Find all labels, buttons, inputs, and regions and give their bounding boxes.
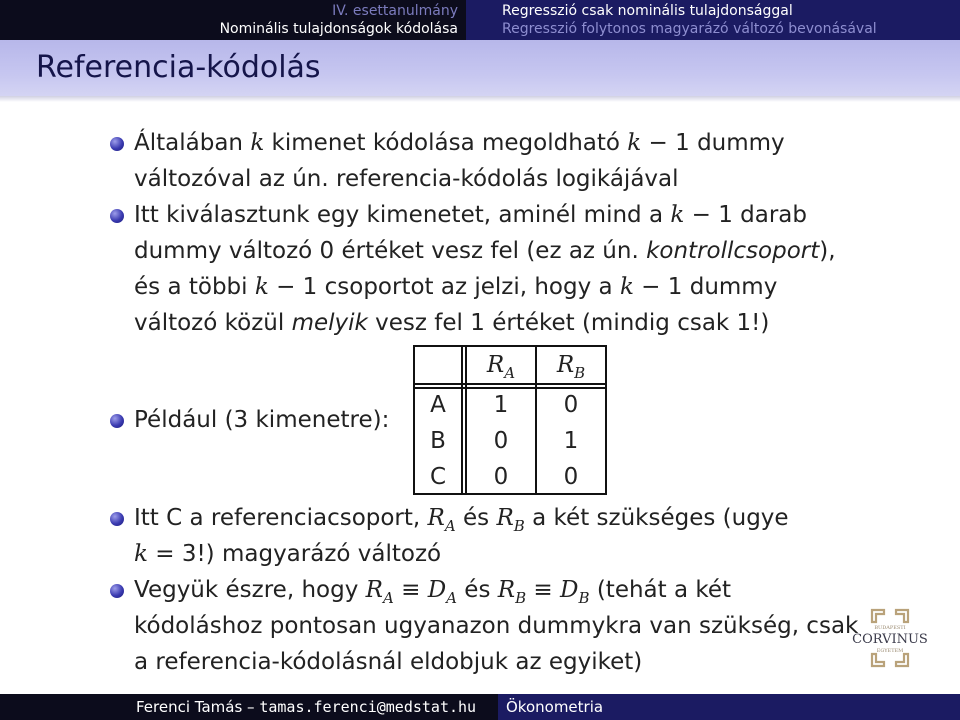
bullet-4-line-2 [134, 539, 441, 569]
header-navigation [0, 0, 960, 40]
math-subscript: A [444, 517, 456, 535]
text: Itt kiválasztunk egy kimenetet, aminél mind a [134, 202, 671, 228]
svg-text:EGYETEM: EGYETEM [876, 648, 904, 654]
text: Itt C a referenciacsoport, [134, 505, 428, 531]
math-subscript: A [504, 364, 516, 382]
table-row-label: B [430, 428, 446, 454]
text: és [457, 577, 498, 603]
math-var: R [365, 577, 383, 603]
title-shadow [0, 96, 960, 102]
svg-text:BUDAPESTI: BUDAPESTI [874, 625, 906, 631]
logo-text: CORVINUS [852, 632, 928, 647]
coding-table [413, 345, 607, 495]
math-var: R [427, 505, 445, 531]
table-rule [413, 383, 607, 385]
footer-author [136, 698, 476, 716]
math-var: k [619, 274, 634, 300]
bullet-icon [110, 209, 124, 223]
math-subscript: B [578, 589, 590, 607]
bullet-2-line-2 [134, 236, 836, 266]
nav-section-left [0, 0, 466, 40]
equiv-sign: ≡ [393, 577, 428, 603]
text: változó közül [134, 310, 292, 336]
table-rule [461, 345, 463, 495]
nav-link-regression-continuous[interactable]: Regresszió folytonos magyarázó változó bevonásával [502, 21, 877, 37]
math-var: R [496, 505, 514, 531]
bullet-2-line-1 [134, 200, 807, 230]
math-subscript: A [382, 589, 394, 607]
table-cell: 1 [563, 428, 579, 454]
equiv-sign: ≡ [526, 577, 561, 603]
bullet-1-line-1 [134, 128, 785, 158]
text: vesz fel 1 értéket (mindig csak 1!) [367, 310, 770, 336]
math-var: R [497, 577, 516, 603]
nav-section-right [466, 0, 960, 40]
bullet-5-line-3: a referencia-kódolásnál eldobjuk az egyiket) [134, 649, 643, 675]
footer-left [0, 694, 498, 720]
title-bar [0, 40, 960, 96]
math-subscript: B [513, 517, 525, 535]
table-cell: 0 [493, 428, 509, 454]
text: és a többi [134, 274, 255, 300]
nav-link-regression-nominal[interactable]: Regresszió csak nominális tulajdonsággal [502, 3, 793, 19]
bullet-5-line-2: kódoláshoz pontosan ugyanazon dummykra van szükség, csak [134, 613, 859, 639]
table-header-ra [467, 347, 535, 383]
text: = 3!) magyarázó változó [147, 541, 442, 567]
bullet-5-line-1 [134, 575, 731, 613]
math-subscript: B [574, 364, 586, 382]
math-var: k [627, 130, 642, 156]
nav-link-subsection[interactable]: Nominális tulajdonságok kódolása [219, 21, 458, 37]
corvinus-logo-icon [842, 606, 938, 670]
math-var: k [134, 541, 148, 567]
text: − 1 dummy [641, 130, 785, 156]
table-cell: 1 [493, 392, 509, 418]
math-var: R [556, 352, 575, 378]
nav-link-section[interactable]: IV. esettanulmány [332, 3, 458, 19]
footer [0, 694, 960, 720]
author-email: tamas.ferenci@medstat.hu [259, 698, 477, 716]
bullet-icon [110, 137, 124, 151]
text: − 1 dummy [633, 274, 778, 300]
bullet-3-label: Például (3 kimenetre): [134, 407, 390, 433]
bullet-icon [110, 414, 124, 428]
footer-right [498, 694, 960, 720]
math-var: k [670, 202, 685, 228]
footer-course: Ökonometria [506, 698, 604, 716]
text: kimenet kódolása megoldható [264, 130, 628, 156]
text: (tehát a két [589, 577, 732, 603]
table-cell: 0 [493, 464, 509, 490]
text: − 1 darab [684, 202, 807, 228]
bullet-2-line-4 [134, 308, 769, 338]
text: dummy változó 0 értéket vesz fel (ez az ún. [134, 238, 647, 264]
slide-title: Referencia-kódolás [36, 50, 321, 85]
text: Vegyük észre, hogy [134, 577, 366, 603]
math-var: D [560, 577, 579, 603]
author-name: Ferenci Tamás – [136, 698, 260, 716]
text: a két szükséges (ugye [524, 505, 789, 531]
text: és [455, 505, 497, 531]
emphasis-text: melyik [291, 310, 368, 336]
bullet-1-line-2: változóval az ún. referencia-kódolás logikájával [134, 166, 679, 192]
math-var: D [427, 577, 447, 603]
math-var: k [250, 130, 265, 156]
text: Általában [134, 130, 251, 156]
table-cell: 0 [563, 464, 579, 490]
table-header-rb [537, 347, 605, 383]
math-var: k [254, 274, 269, 300]
table-row-label: A [430, 392, 446, 418]
math-var: R [486, 352, 505, 378]
math-subscript: A [446, 589, 457, 607]
table-rule [605, 345, 607, 495]
emphasis-text: kontrollcsoport [646, 238, 820, 264]
text: ), [819, 238, 836, 264]
bullet-4-line-1 [134, 503, 789, 541]
bullet-icon [110, 584, 124, 598]
bullet-2-line-3 [134, 272, 777, 302]
bullet-icon [110, 512, 124, 526]
table-cell: 0 [563, 392, 579, 418]
text: − 1 csoportot az jelzi, hogy a [268, 274, 620, 300]
table-row-label: C [429, 464, 447, 490]
math-subscript: B [515, 589, 527, 607]
